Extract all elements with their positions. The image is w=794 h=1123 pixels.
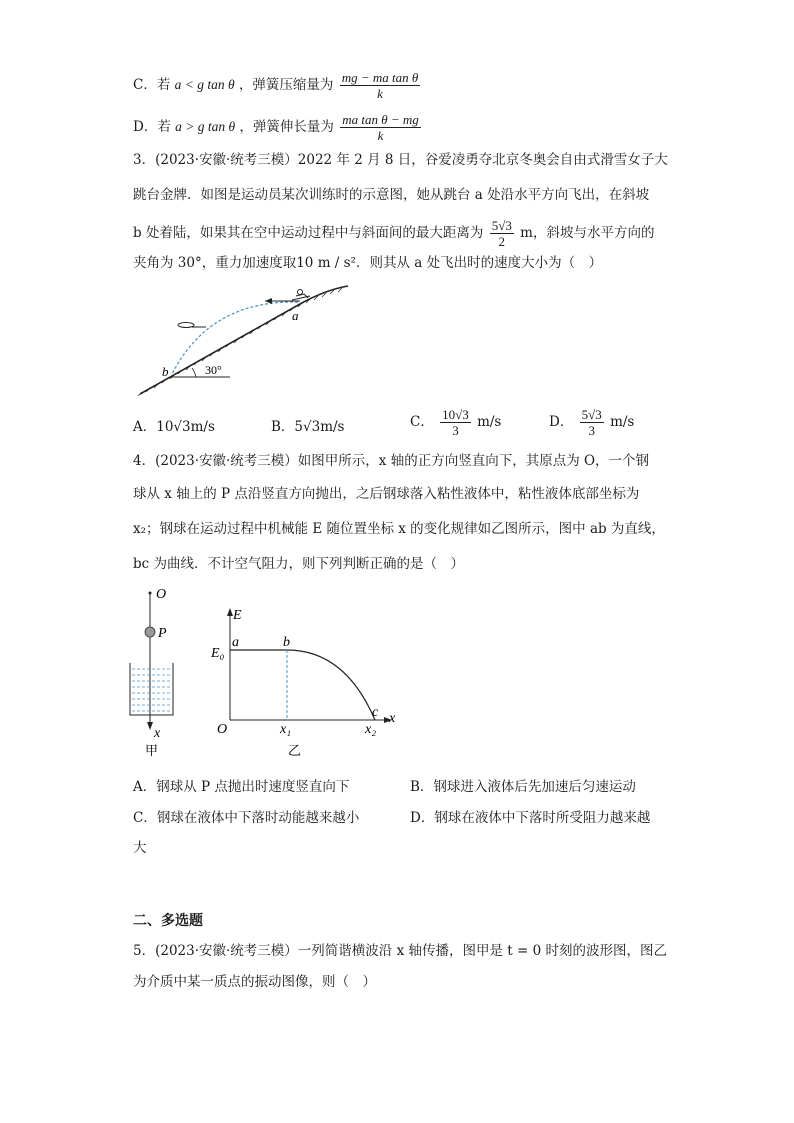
q3-option-c-letter: C．	[410, 414, 434, 430]
q3-option-c-denominator: 3	[452, 423, 459, 438]
q3-option-b: B．5√3m/s	[271, 419, 345, 435]
q4-option-d: D．钢球在液体中下落时所受阻力越来越	[410, 810, 651, 826]
q3-option-c-fraction	[440, 407, 471, 438]
label-E0: E₀	[211, 646, 225, 661]
q2-option-c-condition: a < g tan θ	[174, 77, 235, 92]
origin-dot	[149, 592, 152, 595]
q3-line-3-tail: m，斜坡与水平方向的	[520, 225, 655, 241]
q2-option-d-denominator: k	[377, 128, 384, 143]
label-a: a	[232, 635, 239, 650]
label-angle-30: 30°	[205, 363, 222, 377]
q2-option-c-text: ，弹簧压缩量为	[238, 77, 334, 93]
q4-line-4: bc 为曲线．不计空气阻力，则下列判断正确的是（ ）	[133, 556, 464, 572]
q2-option-d-numerator: ma tan θ − mg	[342, 112, 419, 127]
q3-distance-denominator: 2	[498, 234, 506, 249]
q3-option-d-unit: m/s	[610, 414, 635, 430]
label-E: E	[233, 608, 242, 623]
caption-yi: 乙	[288, 743, 302, 758]
q2-option-d-fraction	[340, 112, 421, 143]
label-c: c	[372, 705, 379, 720]
label-O: O	[156, 587, 167, 602]
label-a: a	[292, 308, 299, 323]
caption-jia: 甲	[145, 743, 159, 758]
q5-line-2: 为介质中某一质点的振动图像，则（ ）	[133, 974, 376, 990]
liquid-lines	[132, 669, 171, 711]
label-P: P	[158, 626, 167, 641]
q3-option-d	[549, 407, 634, 438]
q4-option-d-continued: 大	[133, 840, 147, 856]
q2-option-d-text: ，弹簧伸长量为	[239, 119, 334, 135]
q4-figure-jia	[125, 585, 185, 760]
q4-line-1: 4．(2023·安徽·统考三模）如图甲所示，x 轴的正方向竖直向下，其原点为 O，一个钢	[133, 453, 650, 469]
q3-line-3	[133, 218, 654, 249]
angle-arc	[192, 368, 196, 377]
label-x: x	[154, 726, 161, 741]
q4-figure-yi	[205, 605, 405, 765]
q4-option-b: B．钢球进入液体后先加速后匀速运动	[410, 779, 636, 795]
label-b: b	[162, 364, 169, 379]
label-x2: x₂	[365, 722, 377, 737]
liquid-container	[130, 663, 173, 715]
q4-option-a: A．钢球从 P 点抛出时速度竖直向下	[133, 779, 350, 795]
q2-option-c-denominator: k	[377, 86, 383, 101]
label-x: x	[389, 711, 396, 726]
label-b: b	[283, 635, 290, 650]
label-O: O	[217, 722, 228, 737]
q4-line-2: 球从 x 轴上的 P 点沿竖直方向抛出，之后钢球落入粘性液体中，粘性液体底部坐标为	[133, 486, 640, 502]
slope-hatching	[138, 288, 342, 396]
q3-option-d-fraction	[580, 407, 604, 438]
q2-option-c-fraction	[340, 70, 421, 101]
q3-option-c-unit: m/s	[477, 414, 502, 430]
q3-distance-fraction	[490, 218, 514, 249]
q2-option-d	[133, 112, 423, 143]
skier-midair-icon	[178, 323, 206, 328]
q3-line-1: 3．(2023·安徽·统考三模）2022 年 2 月 8 日，谷爱凌勇夺北京冬奥会自由式滑雪女子大	[133, 152, 668, 168]
q3-option-d-denominator: 3	[588, 423, 595, 438]
q2-option-d-condition: a > g tan θ	[175, 119, 236, 134]
velocity-arrow-head	[265, 298, 272, 304]
q3-option-c-numerator: 10√3	[442, 407, 469, 422]
q3-line-4: 夹角为 30°，重力加速度取10 m / s²．则其从 a 处飞出时的速度大小为（ ）	[133, 255, 603, 271]
q2-option-d-prefix: D．若	[133, 119, 171, 135]
label-x1: x₁	[280, 722, 292, 737]
q3-option-a: A．10√3m/s	[133, 419, 215, 435]
q3-line-3-text: b 处着陆，如果其在空中运动过程中与斜面间的最大距离为	[133, 225, 484, 241]
trajectory-dashed-curve	[172, 302, 298, 374]
steel-ball	[145, 627, 155, 637]
q3-slope-figure	[130, 280, 355, 400]
x-axis-arrow	[147, 722, 153, 730]
q4-option-c: C．钢球在液体中下落时动能越来越小	[133, 810, 360, 826]
curve-bc	[287, 650, 375, 720]
q3-option-d-numerator: 5√3	[581, 407, 602, 422]
skier-icon	[292, 290, 310, 301]
q2-option-c	[133, 70, 422, 101]
q2-option-c-numerator: mg − ma tan θ	[341, 70, 419, 85]
q5-line-1: 5．(2023·安徽·统考三模）一列简谐横波沿 x 轴传播，图甲是 t = 0 时刻的波形图，图乙	[133, 943, 667, 959]
q4-line-3: x₂；钢球在运动过程中机械能 E 随位置坐标 x 的变化规律如乙图所示，图中 ab 为直线，	[133, 521, 665, 537]
q3-distance-numerator: 5√3	[491, 218, 512, 233]
q3-line-2: 跳台金牌．如图是运动员某次训练时的示意图，她从跳台 a 处沿水平方向飞出，在斜坡	[133, 187, 650, 203]
q3-option-d-letter: D．	[549, 414, 574, 430]
q2-option-c-prefix: C．若	[133, 77, 171, 93]
section-title-multiple-choice: 二、多选题	[133, 913, 203, 929]
q3-option-c	[410, 407, 501, 438]
